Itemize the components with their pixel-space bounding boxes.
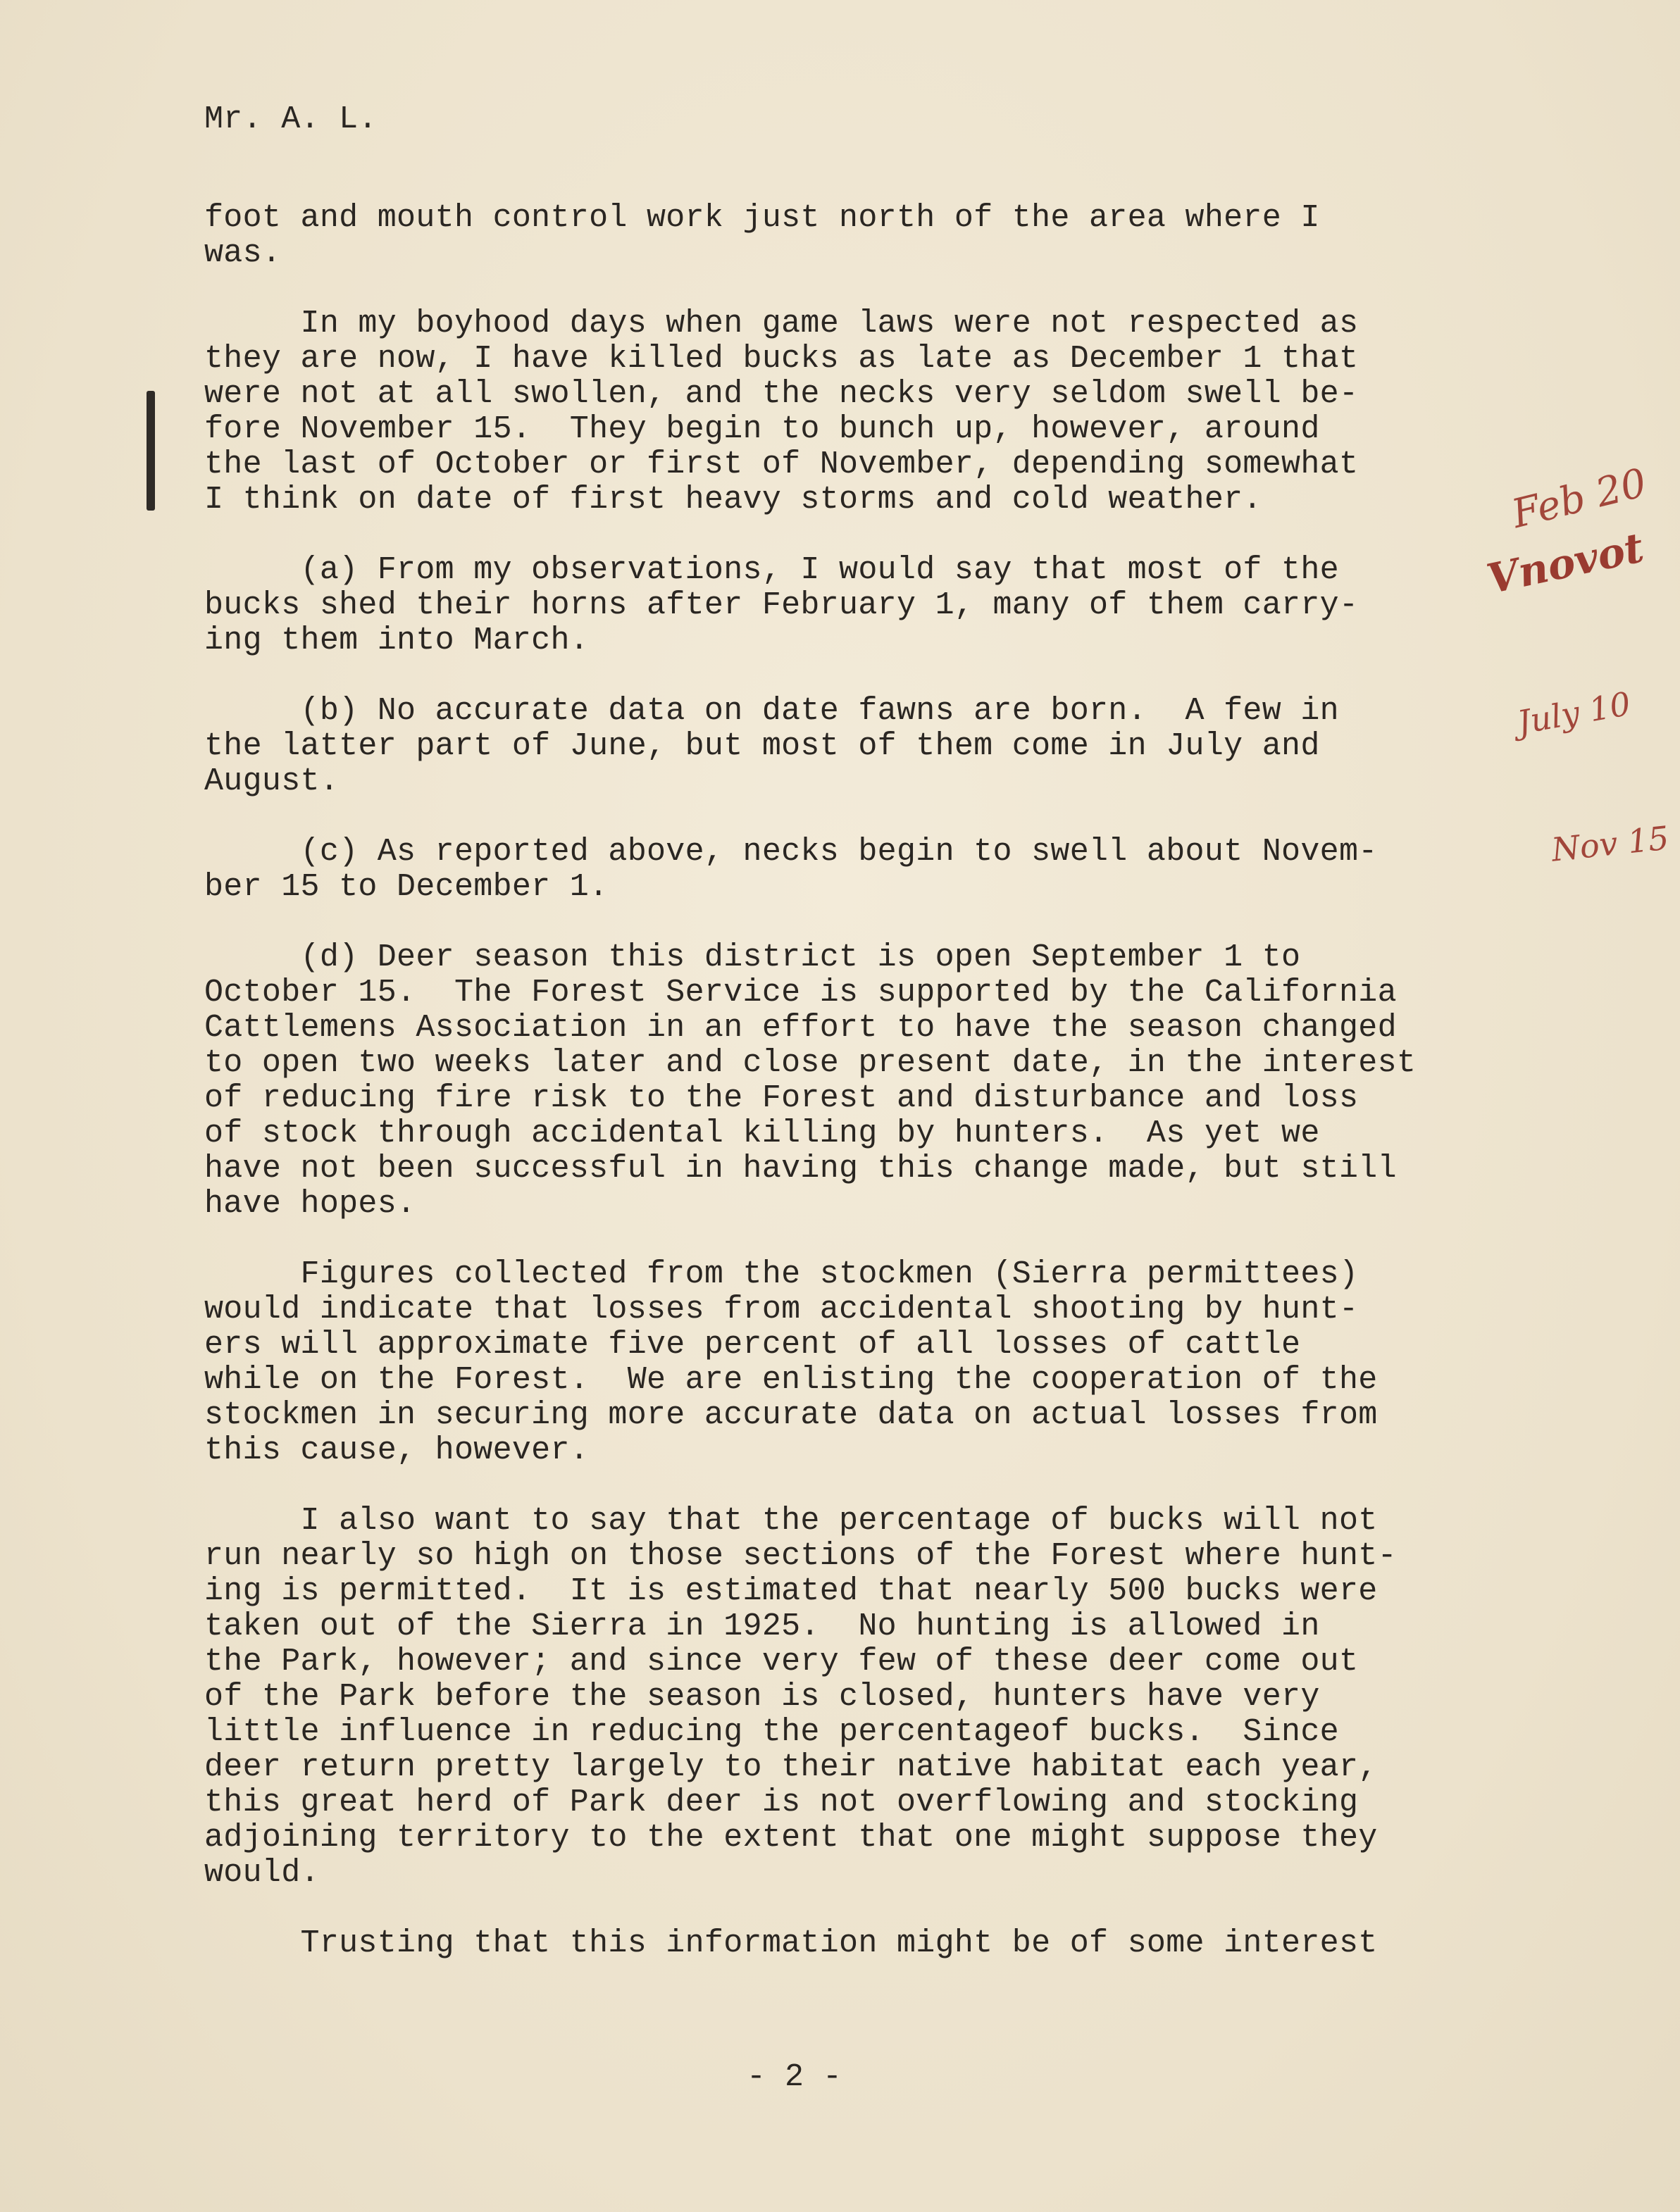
body-line: ers will approximate five percent of all losses of cattle [204,1327,1301,1363]
body-line: taken out of the Sierra in 1925. No hunting is allowed in [204,1608,1320,1644]
body-line: August. [204,763,340,799]
margin-note-feb: Feb 20 [1507,460,1651,538]
body-line: run nearly so high on those sections of the Forest where hunt- [204,1538,1397,1574]
body-line: little influence in reducing the percentageof bucks. Since [204,1714,1339,1750]
body-line: foot and mouth control work just north of the area where I [204,200,1320,236]
body-line: Trusting that this information might be of some interest [204,1925,1378,1961]
body-line: Figures collected from the stockmen (Sierra permittees) [204,1256,1359,1292]
body-line: (b) No accurate data on date fawns are born. A few in [204,693,1339,729]
body-line: ber 15 to December 1. [204,869,609,905]
margin-note-scribble: Vnovot [1483,523,1648,604]
body-line: (c) As reported above, necks begin to swell about Novem- [204,834,1378,870]
body-line: October 15. The Forest Service is supported by the California [204,975,1397,1011]
addressee: Mr. A. L. [204,101,378,137]
body-line: this cause, however. [204,1432,590,1468]
margin-note-july: July 10 [1514,684,1634,742]
body-line: ing them into March. [204,623,590,658]
body-line: the last of October or first of November, depending somewhat [204,446,1359,482]
body-line: this great herd of Park deer is not overflowing and stocking [204,1785,1359,1820]
body-line: I think on date of first heavy storms and cold weather. [204,482,1262,518]
body-line: I also want to say that the percentage of bucks will not [204,1503,1378,1539]
body-line: was. [204,235,282,271]
body-line: (d) Deer season this district is open September 1 to [204,939,1301,975]
body-line: have not been successful in having this change made, but still [204,1151,1397,1187]
body-line: the Park, however; and since very few of these deer come out [204,1644,1359,1680]
body-line: would. [204,1855,320,1891]
page-number: - 2 - [747,2059,842,2095]
body-line: of stock through accidental killing by hunters. As yet we [204,1116,1320,1151]
body-line: of reducing fire risk to the Forest and disturbance and loss [204,1080,1359,1116]
body-line: ing is permitted. It is estimated that nearly 500 bucks were [204,1573,1378,1609]
body-line: stockmen in securing more accurate data on actual losses from [204,1397,1378,1433]
body-line: adjoining territory to the extent that one might suppose they [204,1820,1378,1856]
body-line: (a) From my observations, I would say that most of the [204,552,1339,588]
body-line: while on the Forest. We are enlisting the cooperation of the [204,1362,1378,1398]
body-line: have hopes. [204,1186,416,1222]
body-line: of the Park before the season is closed, hunters have very [204,1679,1320,1715]
body-line: were not at all swollen, and the necks very seldom swell be- [204,376,1359,412]
body-line: the latter part of June, but most of them come in July and [204,728,1320,764]
margin-mark [147,391,155,511]
body-line: Cattlemens Association in an effort to have the season changed [204,1010,1397,1046]
body-line: they are now, I have killed bucks as late as December 1 that [204,341,1359,377]
body-line: would indicate that losses from accidental shooting by hunt- [204,1292,1359,1327]
margin-note-nov: Nov 15 [1550,818,1671,869]
body-line: to open two weeks later and close present date, in the interest [204,1045,1417,1081]
body-line: bucks shed their horns after February 1, many of them carry- [204,587,1359,623]
body-line: In my boyhood days when game laws were not respected as [204,306,1359,342]
body-line: fore November 15. They begin to bunch up, however, around [204,411,1320,447]
body-line: deer return pretty largely to their native habitat each year, [204,1749,1378,1785]
